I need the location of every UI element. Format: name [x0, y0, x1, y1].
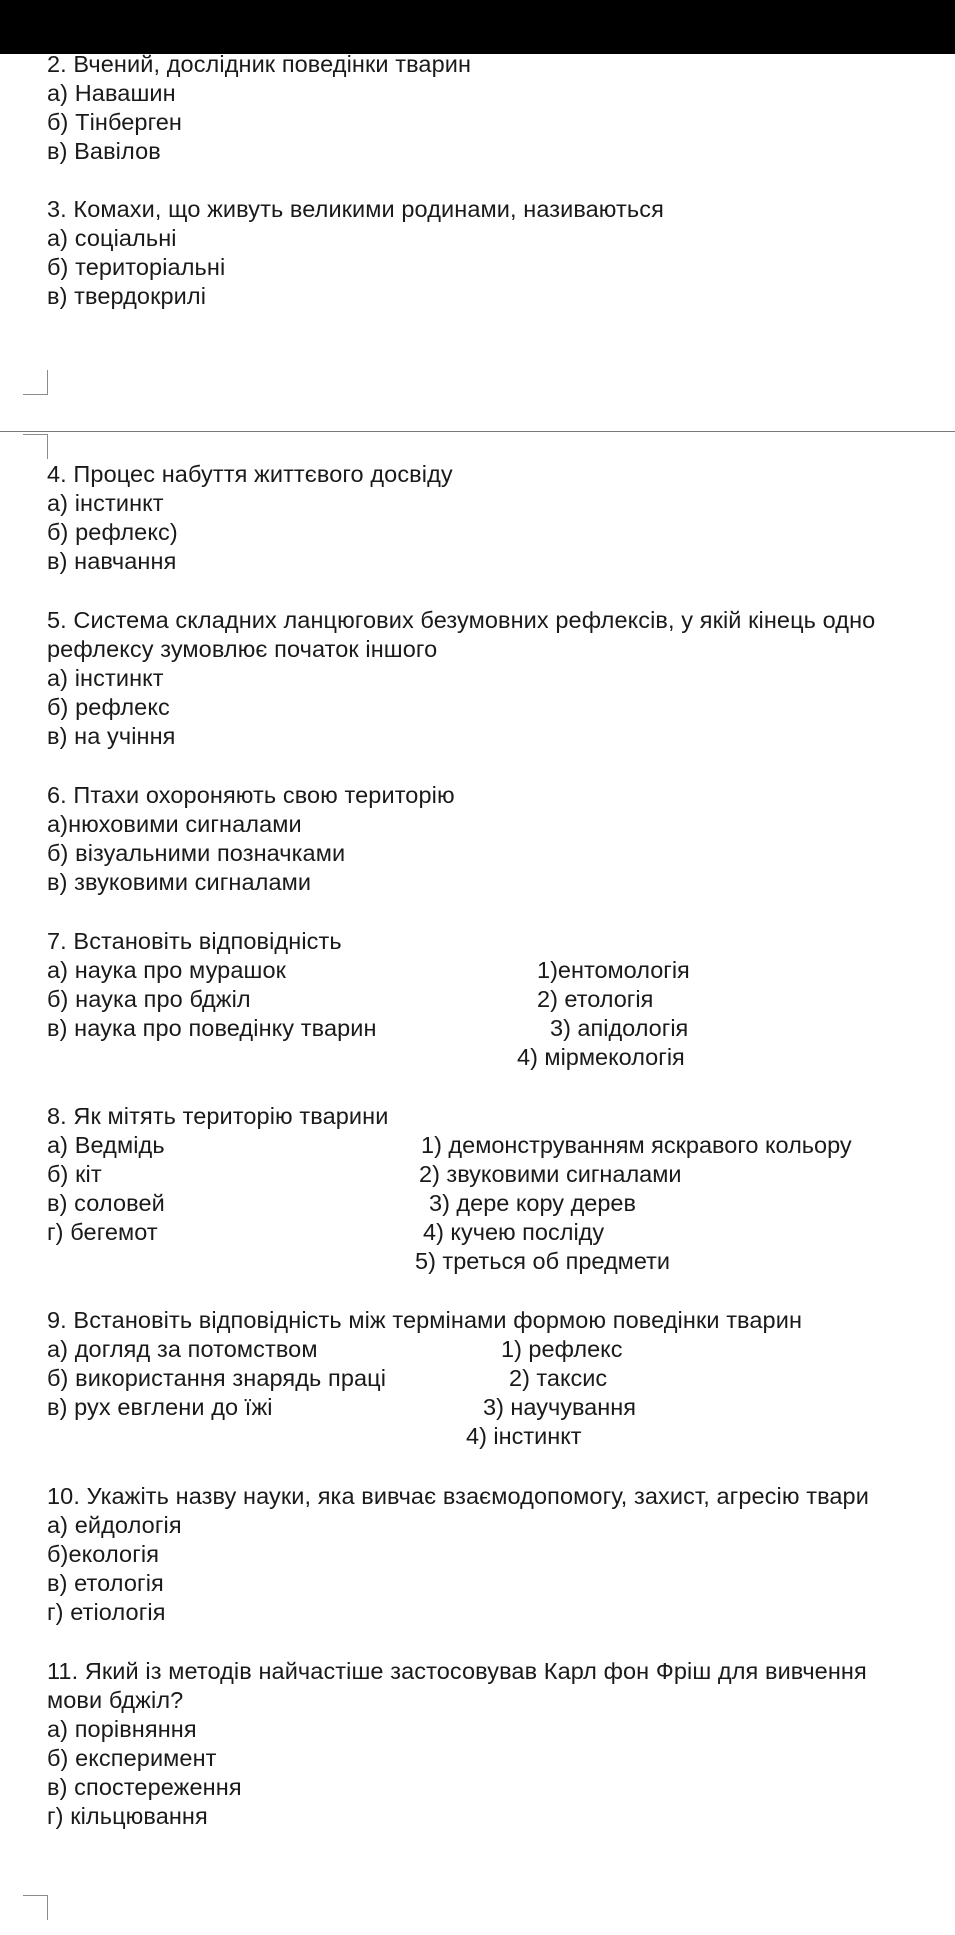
- option-4c: в) навчання: [47, 548, 177, 574]
- match-8-right-1: 1) демонструванням яскравого кольору: [421, 1132, 852, 1158]
- option-10a: а) ейдологія: [47, 1512, 182, 1538]
- option-6a: а)нюховими сигналами: [47, 811, 302, 837]
- question-7: 7. Встановіть відповідність: [47, 928, 342, 954]
- option-10c: в) етологія: [47, 1570, 164, 1596]
- match-8-left-b: б) кіт: [47, 1161, 102, 1187]
- top-black-bar: [0, 0, 955, 54]
- match-9-right-3: 3) научування: [483, 1394, 636, 1420]
- option-11b: б) експеримент: [47, 1745, 217, 1771]
- match-7-right-3: 3) апідологія: [550, 1015, 689, 1041]
- match-9-left-b: б) використання знарядь праці: [47, 1365, 387, 1391]
- option-3b: б) територіальні: [47, 254, 226, 280]
- match-9-left-a: а) догляд за потомством: [47, 1336, 318, 1362]
- page-corner-marker-bottom: [23, 370, 48, 395]
- match-8-left-a: а) Ведмідь: [47, 1132, 165, 1158]
- match-9-right-1: 1) рефлекс: [501, 1336, 623, 1362]
- option-2a: а) Навашин: [47, 80, 176, 106]
- question-11-line-2: мови бджіл?: [47, 1687, 184, 1713]
- match-7-right-1: 1)ентомологія: [537, 957, 690, 983]
- match-7-left-b: б) наука про бджіл: [47, 986, 251, 1012]
- option-3a: а) соціальні: [47, 225, 177, 251]
- match-8-left-c: в) соловей: [47, 1190, 165, 1216]
- match-7-left-a: а) наука про мурашок: [47, 957, 286, 983]
- match-9-right-2: 2) таксис: [509, 1365, 608, 1391]
- question-9: 9. Встановіть відповідність між термінами формою поведінки тварин: [47, 1307, 803, 1333]
- question-3: 3. Комахи, що живуть великими родинами, називаються: [47, 196, 664, 222]
- option-11a: а) порівняння: [47, 1716, 197, 1742]
- match-8-right-5: 5) треться об предмети: [415, 1248, 671, 1274]
- option-5a: а) інстинкт: [47, 665, 164, 691]
- match-9-left-c: в) рух евглени до їжі: [47, 1394, 273, 1420]
- option-4b: б) рефлекс): [47, 519, 178, 545]
- question-5-line-2: рефлексу зумовлює початок іншого: [47, 636, 438, 662]
- question-10: 10. Укажіть назву науки, яка вивчає взаємодопомогу, захист, агресію твари: [47, 1483, 869, 1509]
- option-5c: в) на учіння: [47, 723, 176, 749]
- match-7-right-2: 2) етологія: [537, 986, 654, 1012]
- option-2c: в) Вавілов: [47, 138, 161, 164]
- page-corner-marker-bottom-page: [23, 1895, 48, 1920]
- question-5-line-1: 5. Система складних ланцюгових безумовних рефлексів, у якій кінець одно: [47, 607, 876, 633]
- question-11-line-1: 11. Який із методів найчастіше застосовував Карл фон Фріш для вивчення: [47, 1658, 867, 1684]
- match-7-right-4: 4) мірмекологія: [517, 1044, 685, 1070]
- option-6b: б) візуальними позначками: [47, 840, 346, 866]
- option-10d: г) етіологія: [47, 1599, 166, 1625]
- question-2: 2. Вчений, дослідник поведінки тварин: [47, 51, 472, 77]
- option-10b: б)екологія: [47, 1541, 160, 1567]
- match-8-right-3: 3) дере кору дерев: [429, 1190, 636, 1216]
- option-11d: г) кільцювання: [47, 1803, 208, 1829]
- option-6c: в) звуковими сигналами: [47, 869, 312, 895]
- match-8-right-2: 2) звуковими сигналами: [419, 1161, 682, 1187]
- match-7-left-c: в) наука про поведінку тварин: [47, 1015, 377, 1041]
- match-9-right-4: 4) інстинкт: [466, 1423, 582, 1449]
- option-5b: б) рефлекс: [47, 694, 170, 720]
- option-2b: б) Тінберген: [47, 109, 183, 135]
- option-4a: а) інстинкт: [47, 490, 164, 516]
- match-8-right-4: 4) кучею посліду: [423, 1219, 605, 1245]
- match-8-left-d: г) бегемот: [47, 1219, 158, 1245]
- option-3c: в) твердокрилі: [47, 283, 207, 309]
- question-4: 4. Процес набуття життєвого досвіду: [47, 461, 453, 487]
- page-corner-marker-top: [23, 434, 48, 459]
- question-6: 6. Птахи охороняють свою територію: [47, 782, 455, 808]
- page-separator: [0, 431, 955, 432]
- question-8: 8. Як мітять територію тварини: [47, 1103, 389, 1129]
- option-11c: в) спостереження: [47, 1774, 242, 1800]
